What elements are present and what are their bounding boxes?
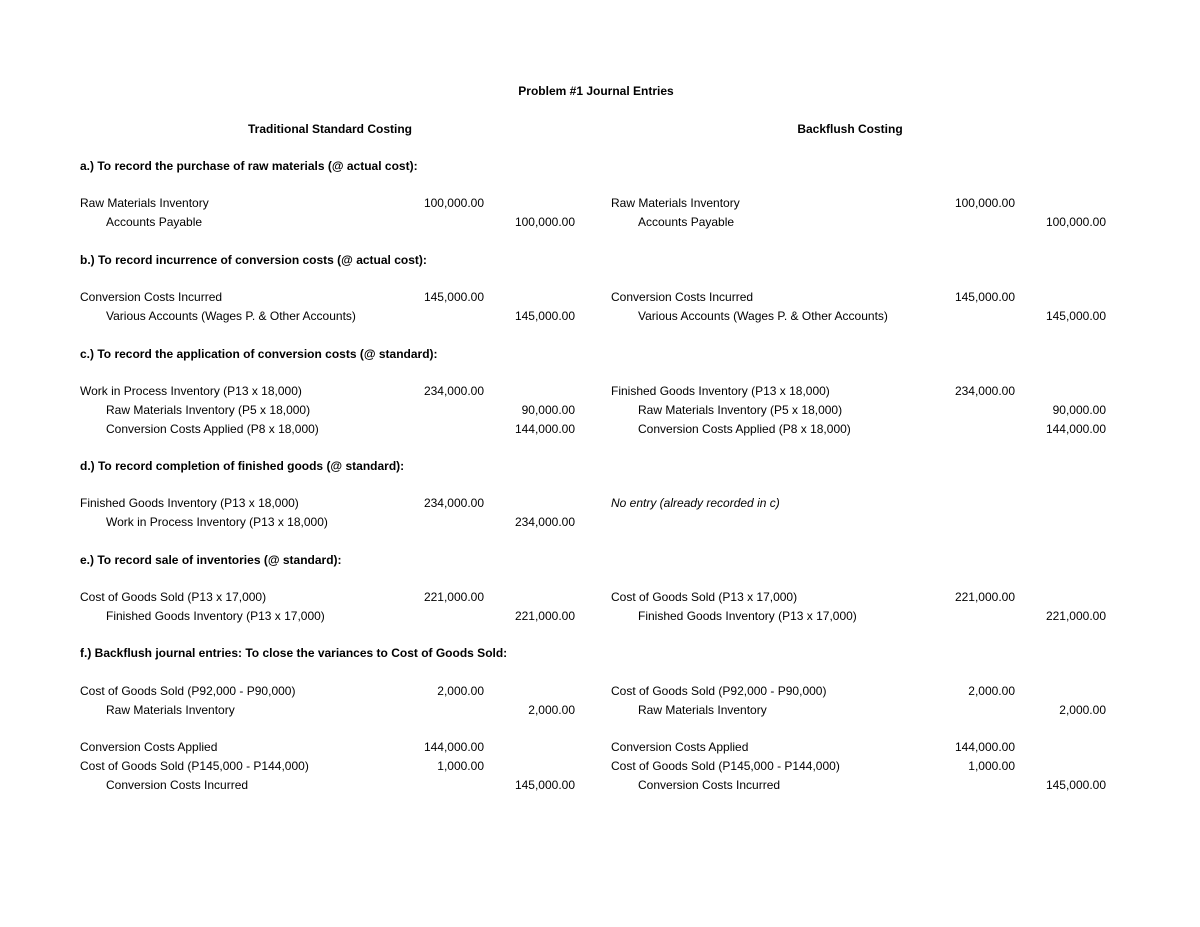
credit-account-right: Conversion Costs Applied (P8 x 18,000) (638, 422, 851, 436)
page-title: Problem #1 Journal Entries (518, 84, 674, 98)
debit-amount-left: 1,000.00 (437, 759, 484, 773)
credit-account-left: Conversion Costs Incurred (106, 778, 249, 792)
debit-account-left: Cost of Goods Sold (P13 x 17,000) (80, 590, 267, 604)
credit-amount-right: 90,000.00 (1052, 403, 1106, 417)
credit-amount-right: 100,000.00 (1045, 215, 1106, 229)
debit-amount-left: 234,000.00 (423, 496, 484, 510)
credit-account-right: Various Accounts (Wages P. & Other Accounts) (638, 309, 888, 323)
credit-account-right: Conversion Costs Incurred (638, 778, 781, 792)
credit-account-left: Various Accounts (Wages P. & Other Accounts) (106, 309, 356, 323)
credit-amount-left: 221,000.00 (514, 609, 575, 623)
debit-account-left: Cost of Goods Sold (P145,000 - P144,000) (80, 759, 309, 773)
credit-account-right: Finished Goods Inventory (P13 x 17,000) (638, 609, 857, 623)
credit-amount-left: 234,000.00 (514, 515, 575, 529)
debit-account-left: Finished Goods Inventory (P13 x 18,000) (80, 496, 299, 510)
section-heading: f.) Backflush journal entries: To close the variances to Cost of Goods Sold: (80, 646, 508, 660)
backflush-costing-header: Backflush Costing (797, 122, 903, 136)
credit-amount-left: 90,000.00 (521, 403, 575, 417)
debit-account-right: Cost of Goods Sold (P92,000 - P90,000) (611, 684, 827, 698)
debit-account-left: Conversion Costs Applied (80, 740, 218, 754)
debit-amount-right: 144,000.00 (954, 740, 1015, 754)
section-heading: d.) To record completion of finished goods (@ standard): (80, 459, 405, 473)
debit-amount-right: 2,000.00 (968, 684, 1015, 698)
credit-account-left: Conversion Costs Applied (P8 x 18,000) (106, 422, 319, 436)
credit-account-left: Accounts Payable (106, 215, 203, 229)
debit-account-right: Cost of Goods Sold (P145,000 - P144,000) (611, 759, 840, 773)
debit-amount-right: 234,000.00 (954, 384, 1015, 398)
credit-amount-right: 144,000.00 (1045, 422, 1106, 436)
debit-account-right: Conversion Costs Applied (611, 740, 749, 754)
debit-account-right: Finished Goods Inventory (P13 x 18,000) (611, 384, 830, 398)
credit-account-left: Raw Materials Inventory (106, 703, 235, 717)
credit-account-left: Raw Materials Inventory (P5 x 18,000) (106, 403, 311, 417)
section-heading: c.) To record the application of conversion costs (@ standard): (80, 347, 438, 361)
debit-amount-left: 100,000.00 (423, 196, 484, 210)
credit-amount-left: 145,000.00 (514, 309, 575, 323)
debit-account-left: Raw Materials Inventory (80, 196, 209, 210)
section-heading: b.) To record incurrence of conversion costs (@ actual cost): (80, 253, 427, 267)
credit-amount-left: 145,000.00 (514, 778, 575, 792)
credit-amount-right: 221,000.00 (1045, 609, 1106, 623)
debit-account-left: Conversion Costs Incurred (80, 290, 223, 304)
debit-account-left: Work in Process Inventory (P13 x 18,000) (80, 384, 302, 398)
debit-amount-right: 1,000.00 (968, 759, 1015, 773)
debit-amount-right: 100,000.00 (954, 196, 1015, 210)
credit-account-left: Work in Process Inventory (P13 x 18,000) (106, 515, 328, 529)
credit-account-right: Raw Materials Inventory (P5 x 18,000) (638, 403, 843, 417)
debit-account-right: Raw Materials Inventory (611, 196, 740, 210)
debit-amount-left: 145,000.00 (423, 290, 484, 304)
debit-amount-left: 221,000.00 (423, 590, 484, 604)
credit-amount-right: 145,000.00 (1045, 309, 1106, 323)
section-heading: a.) To record the purchase of raw materials (@ actual cost): (80, 159, 418, 173)
credit-amount-left: 144,000.00 (514, 422, 575, 436)
traditional-costing-header: Traditional Standard Costing (247, 122, 412, 136)
credit-account-left: Finished Goods Inventory (P13 x 17,000) (106, 609, 325, 623)
credit-account-right: Raw Materials Inventory (638, 703, 767, 717)
debit-amount-left: 234,000.00 (423, 384, 484, 398)
debit-amount-left: 144,000.00 (423, 740, 484, 754)
section-heading: e.) To record sale of inventories (@ standard): (80, 553, 342, 567)
debit-amount-left: 2,000.00 (437, 684, 484, 698)
credit-amount-left: 100,000.00 (514, 215, 575, 229)
debit-account-right: Cost of Goods Sold (P13 x 17,000) (611, 590, 798, 604)
credit-amount-left: 2,000.00 (528, 703, 575, 717)
credit-account-right: Accounts Payable (638, 215, 735, 229)
debit-account-left: Cost of Goods Sold (P92,000 - P90,000) (80, 684, 296, 698)
debit-account-right: Conversion Costs Incurred (611, 290, 754, 304)
debit-amount-right: 221,000.00 (954, 590, 1015, 604)
debit-account-right: No entry (already recorded in c) (611, 496, 780, 510)
debit-amount-right: 145,000.00 (954, 290, 1015, 304)
credit-amount-right: 145,000.00 (1045, 778, 1106, 792)
credit-amount-right: 2,000.00 (1059, 703, 1106, 717)
